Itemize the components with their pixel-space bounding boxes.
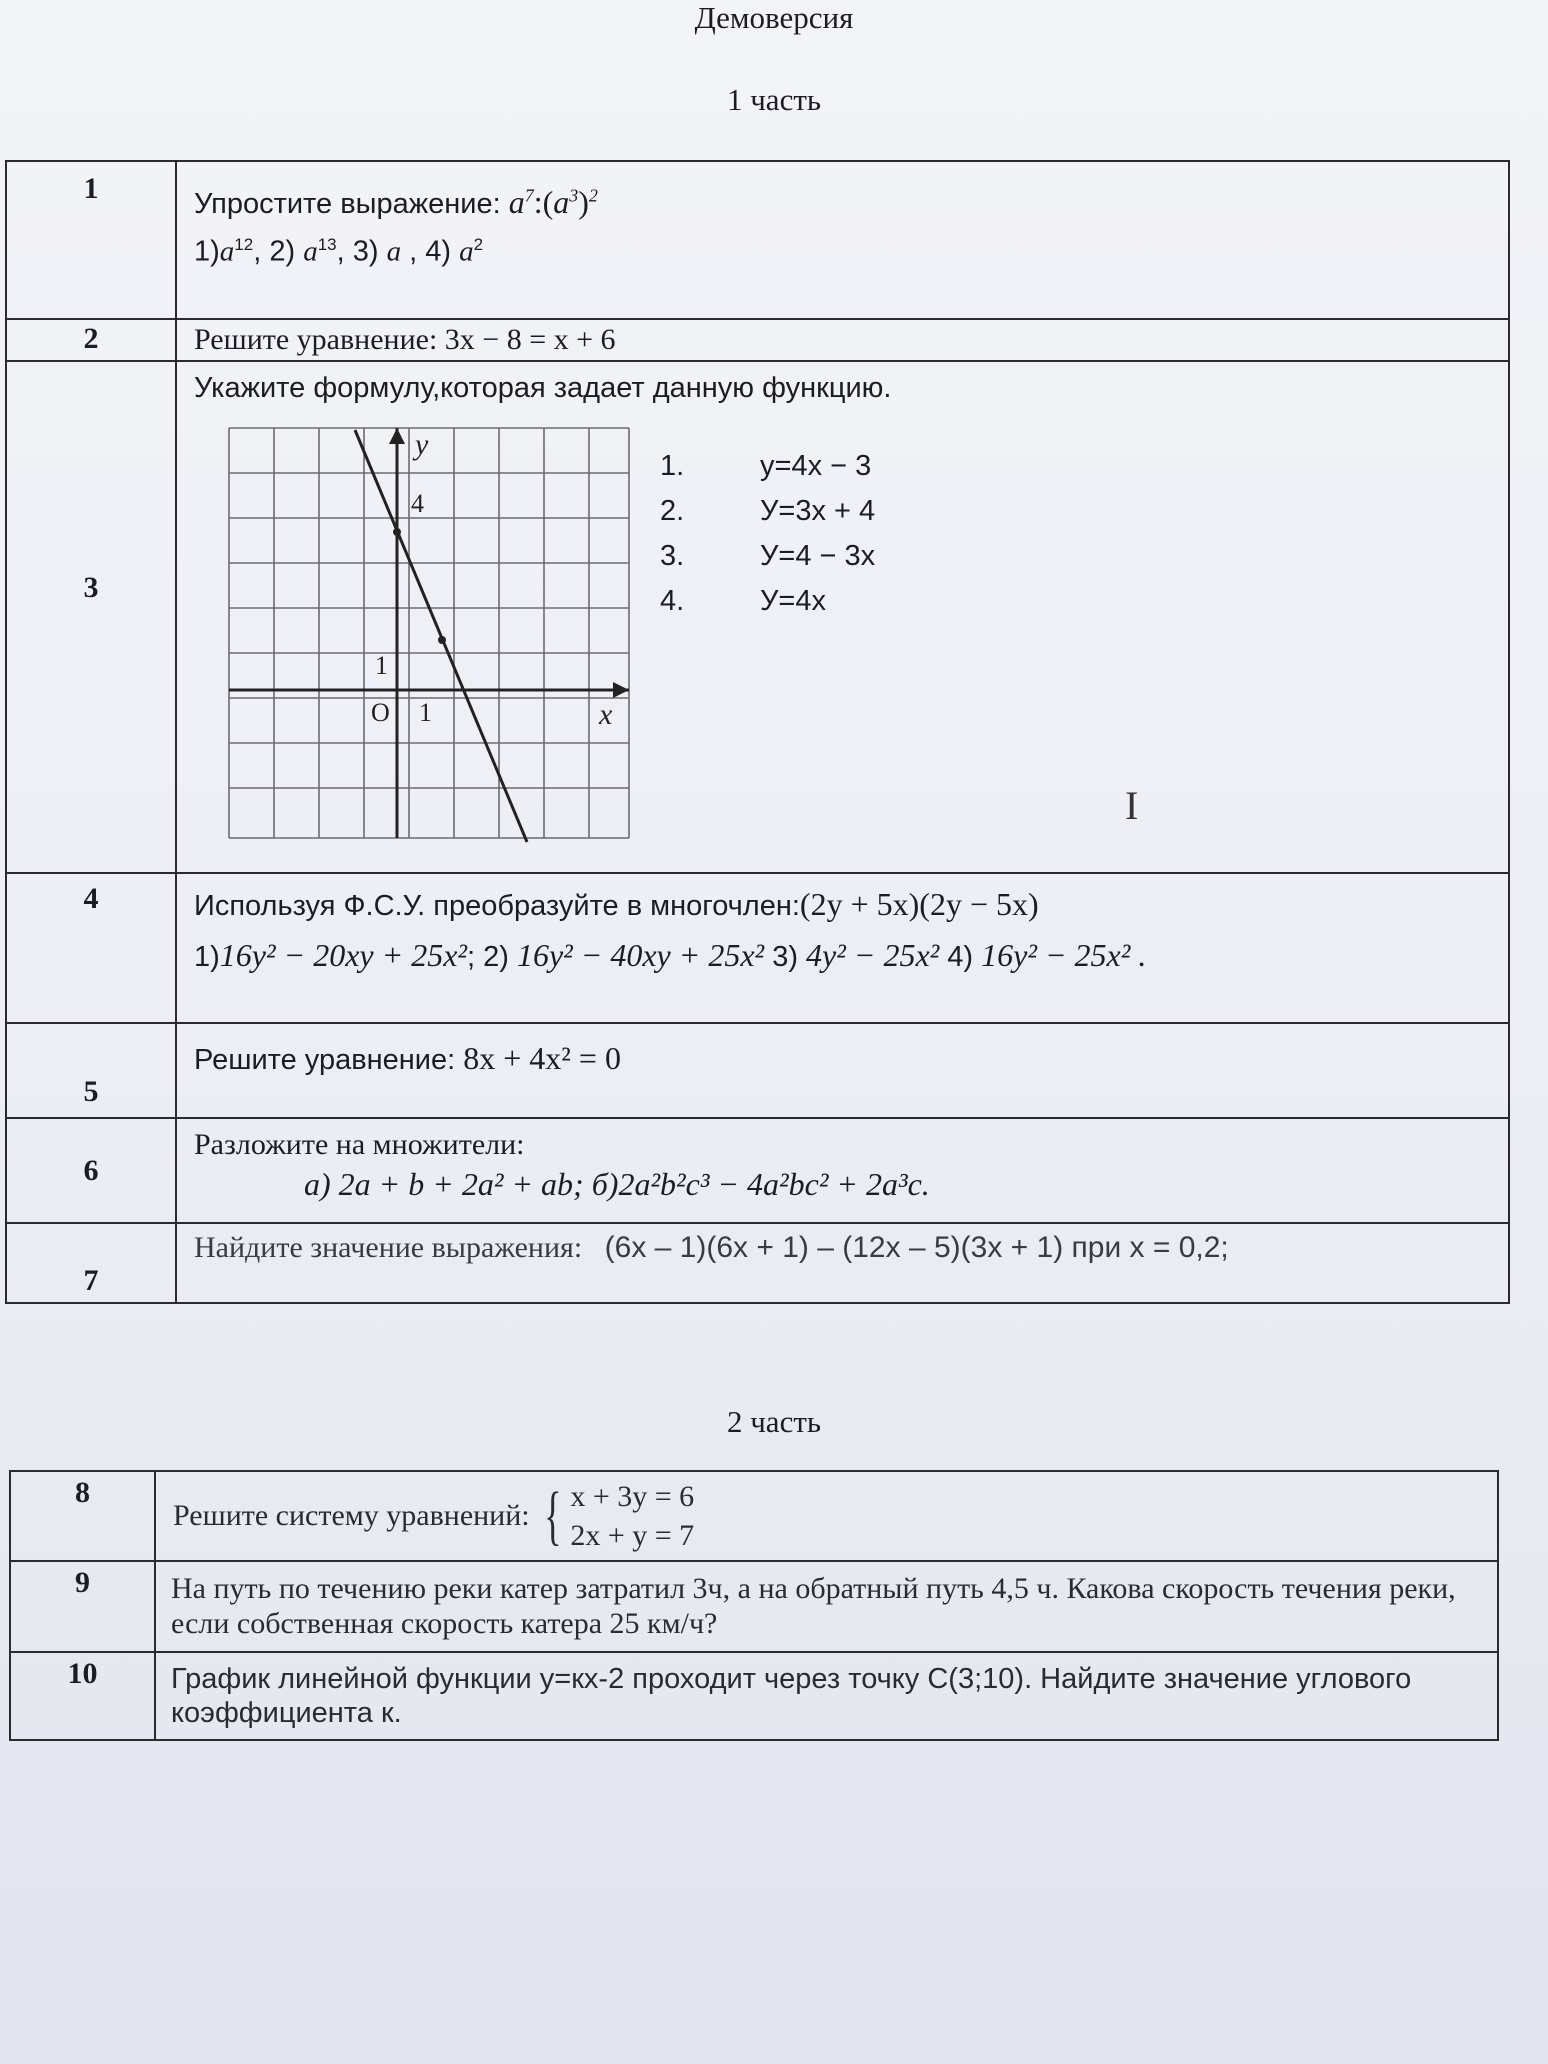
option-base: a xyxy=(386,236,402,269)
point-x1 xyxy=(438,636,446,644)
expression: 8x + 4x² = 0 xyxy=(463,1040,621,1076)
question-text: На путь по течению реки катер затратил 3ч, а на обратный путь 4,5 ч. Какова скорость течения реки, если собственная скорость катера 25 км/ч? xyxy=(171,1572,1456,1641)
option-2: 16y² − 40xy + 25x² xyxy=(516,937,765,974)
formula-option-4: 4. У=4x xyxy=(660,585,826,617)
formula-option-2: 2. У=3x + 4 xyxy=(660,495,876,527)
option-3: 4y² − 25x² xyxy=(806,937,940,974)
prompt-text: Упростите выражение: xyxy=(194,188,501,220)
option-1: 16y² − 20xy + 25x² xyxy=(219,937,467,974)
document-title: Демоверсия xyxy=(694,0,854,35)
question-text: Решите уравнение: 3x − 8 = x + 6 xyxy=(194,323,616,356)
y-tick-1: 1 xyxy=(375,651,388,680)
question-content xyxy=(176,873,1509,1023)
expression: (6x – 1)(6x + 1) – (12x – 5)(3x + 1) при x = 0,2; xyxy=(604,1231,1229,1264)
expression: (2y + 5x)(2y − 5x) xyxy=(799,886,1039,922)
prompt-text: Найдите значение выражения: xyxy=(194,1231,583,1264)
question-row-8 xyxy=(10,1471,1498,1561)
question-row-1 xyxy=(6,161,1509,319)
expression: а) 2a + b + 2a² + ab; б)2a²b²c³ − 4a²bc² + 2a³c. xyxy=(304,1166,930,1202)
question-row-10 xyxy=(10,1652,1498,1740)
option-label: , 4) xyxy=(401,236,452,269)
question-row-7 xyxy=(6,1223,1509,1303)
formula-option-1: 1. y=4x − 3 xyxy=(660,450,872,482)
question-content xyxy=(176,1223,1509,1303)
question-number: 7 xyxy=(6,1223,176,1303)
question-number: 9 xyxy=(10,1561,155,1652)
question-row-2 xyxy=(6,319,1509,361)
y-tick-4: 4 xyxy=(411,489,424,518)
question-number: 1 xyxy=(6,161,176,319)
prompt-text: Решите систему уравнений: xyxy=(173,1499,530,1532)
option-label: , 2) xyxy=(253,236,296,269)
question-content xyxy=(176,319,1509,361)
option-4: 16y² − 25x² . xyxy=(981,937,1147,974)
question-number: 3 xyxy=(6,361,176,873)
question-prompt xyxy=(178,1225,1507,1265)
part-1-label: 1 часть xyxy=(726,82,822,117)
question-content xyxy=(155,1652,1498,1740)
text-cursor-icon: I xyxy=(1125,783,1139,828)
part-1-table xyxy=(5,160,1510,1304)
question-row-6 xyxy=(6,1118,1509,1223)
equation-system xyxy=(570,1477,694,1555)
system-brace: { xyxy=(544,1479,562,1552)
question-prompt: Укажите формулу,которая задает данную функцию. xyxy=(194,372,892,404)
option-label: , 3) xyxy=(336,236,379,269)
question-row-4 xyxy=(6,873,1509,1023)
part-2-table xyxy=(9,1470,1499,1741)
question-prompt: Разложите на множители: xyxy=(194,1128,525,1161)
prompt-text: Используя Ф.С.У. преобразуйте в многочлен: xyxy=(194,890,800,922)
question-row-9 xyxy=(10,1561,1498,1652)
answer-options xyxy=(178,229,1507,277)
question-prompt xyxy=(178,875,1507,931)
formula-options xyxy=(660,450,875,630)
question-number: 2 xyxy=(6,319,176,361)
option-base: a xyxy=(219,236,235,269)
question-number: 8 xyxy=(10,1471,155,1561)
y-axis-arrow xyxy=(389,428,405,444)
option-base: a xyxy=(459,236,474,269)
question-prompt xyxy=(178,163,1507,229)
question-content xyxy=(155,1561,1498,1652)
function-graph xyxy=(219,418,639,848)
question-number: 4 xyxy=(6,873,176,1023)
x-axis-arrow xyxy=(613,682,629,698)
point-y-intercept xyxy=(393,528,401,536)
option-base: a xyxy=(303,236,318,269)
part-2-label: 2 часть xyxy=(726,1404,822,1439)
question-prompt xyxy=(178,1025,1507,1085)
x-tick-1: 1 xyxy=(419,698,432,727)
prompt-text: Решите уравнение: xyxy=(194,1044,456,1076)
grid xyxy=(229,428,629,838)
question-prompt xyxy=(157,1473,1496,1559)
option-exponent: 2 xyxy=(473,235,484,255)
equation-1: x + 3y = 6 xyxy=(570,1480,695,1513)
question-content xyxy=(176,1023,1509,1118)
question-row-5 xyxy=(6,1023,1509,1118)
question-content xyxy=(176,161,1509,319)
question-number: 5 xyxy=(6,1023,176,1118)
option-exponent: 12 xyxy=(234,235,254,255)
y-axis-label: y xyxy=(415,428,429,461)
option-label: 1) xyxy=(194,236,220,269)
question-number: 10 xyxy=(10,1652,155,1740)
question-text: График линейной функции y=кx-2 проходит через точку С(3;10). Найдите значение углового коэффициента к. xyxy=(171,1662,1412,1729)
equation-2: 2x + y = 7 xyxy=(570,1519,695,1552)
option-exponent: 13 xyxy=(317,235,337,255)
x-axis-label: x xyxy=(599,698,613,731)
question-content xyxy=(176,1118,1509,1223)
question-content xyxy=(155,1471,1498,1561)
function-line xyxy=(355,430,527,842)
expression: $a^7:(a^3)^2$ xyxy=(508,184,598,220)
question-number: 6 xyxy=(6,1118,176,1223)
answer-options: 1)16y² − 20xy + 25x²; 2) 16y² − 40xy + 25x² 3) 4y² − 25x² 4) 16y² − 25x² . xyxy=(194,937,1147,974)
origin-label: O xyxy=(371,698,390,727)
formula-option-3: 3. У=4 − 3x xyxy=(660,540,876,572)
